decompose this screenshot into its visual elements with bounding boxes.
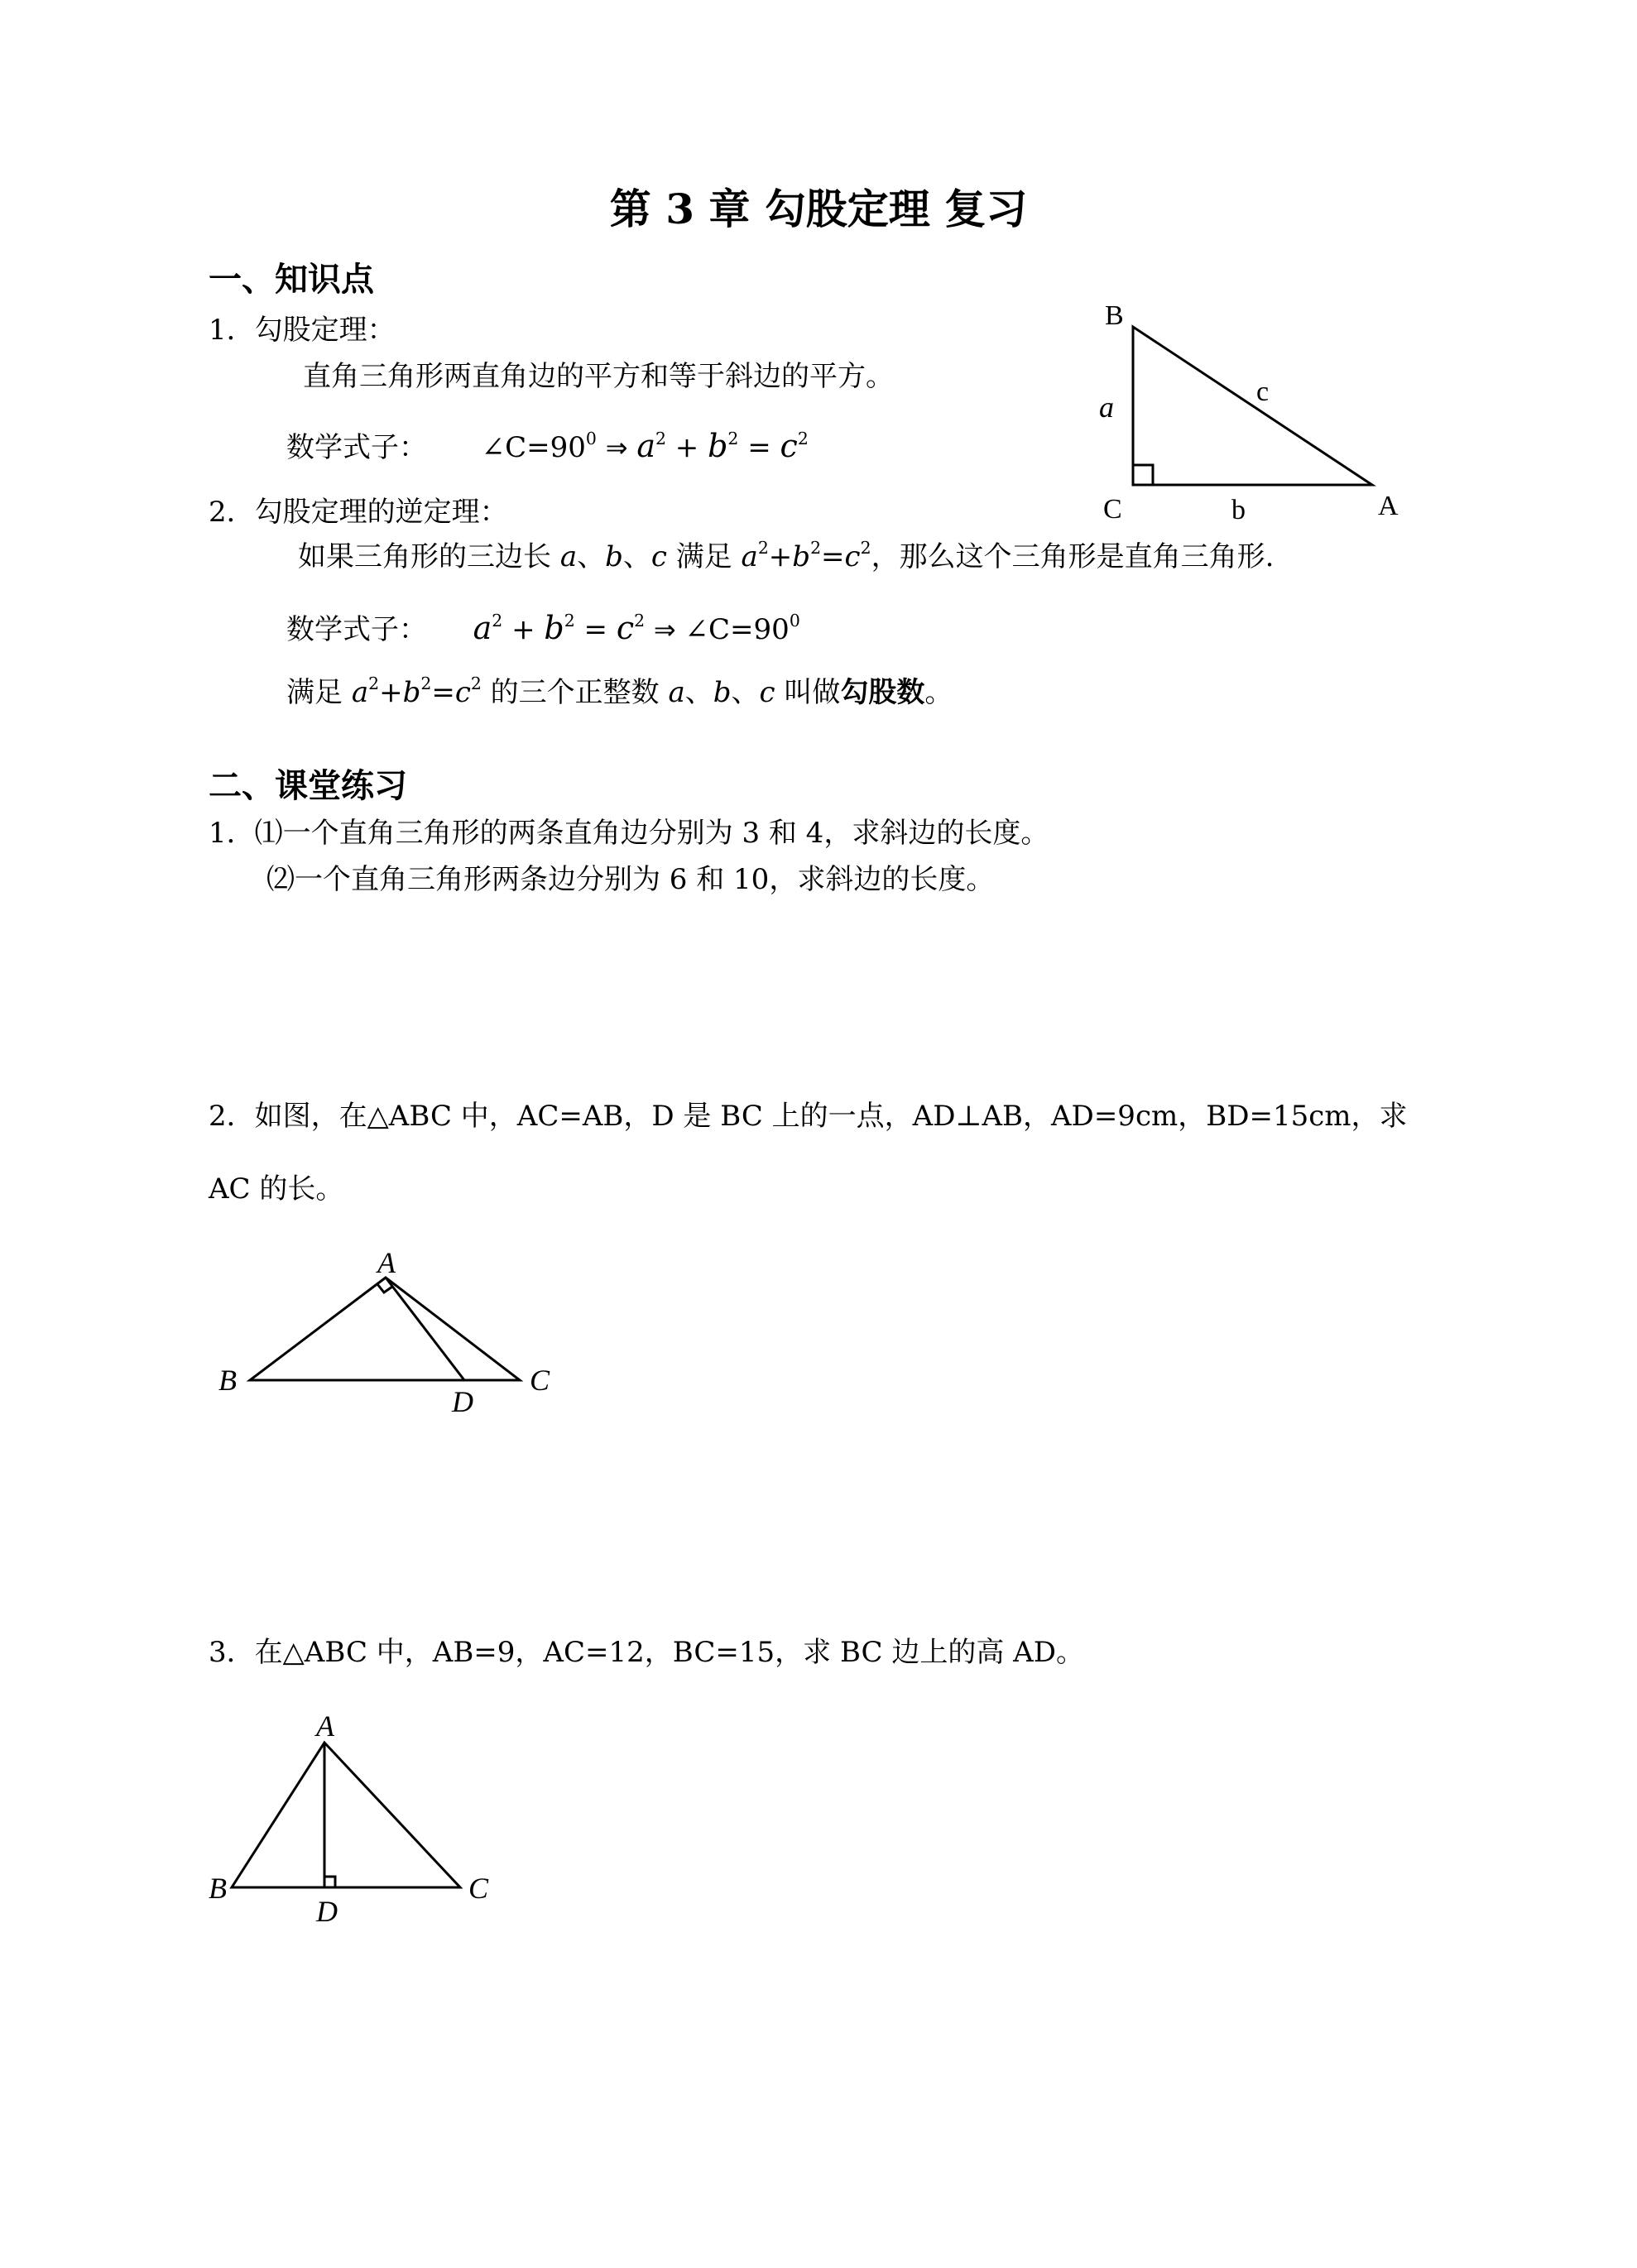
var-a: a: [351, 676, 369, 709]
plus: +: [379, 676, 403, 709]
implies-symbol: ⇒: [653, 614, 676, 645]
formula-angle: ∠C=90: [481, 431, 586, 464]
q2-line2: AC 的长。: [209, 1172, 344, 1206]
vertex-a: A: [377, 1246, 396, 1279]
exp: 2: [470, 673, 482, 693]
implies-symbol: ⇒: [605, 432, 628, 463]
text: 。: [924, 676, 953, 709]
var-b: b: [713, 676, 732, 709]
formula-prefix: 数学式子：: [286, 613, 427, 646]
sep: 、: [577, 540, 606, 573]
item2-statement: [298, 537, 1275, 573]
item2-formula: [286, 612, 800, 644]
var-c: c: [759, 676, 775, 709]
sep: 、: [731, 676, 760, 709]
triangle-abc-shape: [250, 1278, 520, 1380]
section-heading-knowledge: 一、知识点: [209, 260, 374, 299]
right-angle-mark: [1133, 465, 1153, 485]
var-b: b: [402, 676, 421, 709]
exp: 2: [757, 537, 769, 558]
formula-a: a: [473, 610, 492, 646]
plus: +: [768, 540, 793, 573]
formula-b: b: [708, 428, 728, 464]
vertex-b: B: [209, 1872, 227, 1905]
formula-degree: 0: [585, 428, 597, 448]
formula-b: b: [544, 610, 564, 646]
exp: 2: [860, 537, 871, 558]
exp: 2: [634, 610, 646, 631]
text: ，那么这个三角形是直角三角形.: [871, 540, 1275, 573]
formula-c: c: [780, 428, 798, 464]
text: 满足: [666, 540, 742, 573]
q3-line1: 3．在△ABC 中，AB=9，AC=12，BC=15，求 BC 边上的高 AD。: [209, 1636, 1084, 1669]
vertex-a: A: [316, 1709, 334, 1743]
text: 的三个正整数: [481, 676, 669, 709]
item1-statement: 直角三角形两直角边的平方和等于斜边的平方。: [303, 360, 894, 393]
equals: =: [431, 676, 455, 709]
item1-label: 1．勾股定理：: [209, 314, 396, 347]
item1-formula: [286, 430, 809, 462]
exp: 2: [727, 428, 739, 448]
vertex-d: D: [452, 1385, 473, 1418]
text: 满足: [286, 676, 352, 709]
vertex-b: B: [218, 1364, 237, 1397]
var-a: a: [559, 540, 578, 573]
equals: =: [583, 613, 608, 646]
side-c-label: c: [1256, 376, 1270, 407]
triangle-abc-shape: [232, 1743, 460, 1887]
var-a: a: [668, 676, 685, 709]
section-heading-practice: 二、课堂练习: [209, 766, 407, 805]
vertex-c: C: [468, 1872, 489, 1905]
var-b: b: [605, 540, 623, 573]
side-b-label: b: [1231, 495, 1246, 525]
exp: 2: [564, 610, 575, 631]
formula-c: c: [616, 610, 635, 646]
exp: 2: [420, 673, 432, 693]
triangle-abc-shape: [1133, 327, 1372, 485]
sep: 、: [684, 676, 713, 709]
var-c: c: [844, 540, 861, 573]
equals: =: [821, 540, 845, 573]
vertex-c: C: [1103, 494, 1122, 525]
vertex-b: B: [1105, 300, 1124, 331]
pythagorean-triple-note: [286, 673, 953, 709]
vertex-a: A: [1378, 491, 1399, 521]
page-title: 第 3 章 勾股定理 复习: [609, 185, 1028, 233]
formula-degree: 0: [789, 610, 800, 631]
q2-line1: 2．如图，在△ABC 中，AC=AB，D 是 BC 上的一点，AD⊥AB，AD=9cm，BD=15cm，求: [209, 1100, 1408, 1133]
exp: 2: [492, 610, 503, 631]
q1-line2: ⑵一个直角三角形两条边分别为 6 和 10，求斜边的长度。: [266, 863, 995, 896]
plus: +: [674, 431, 699, 464]
var-c: c: [454, 676, 471, 709]
formula-prefix: 数学式子：: [286, 431, 427, 464]
right-angle-mark: [377, 1284, 392, 1292]
var-b: b: [792, 540, 811, 573]
exp: 2: [368, 673, 380, 693]
plus: +: [511, 613, 535, 646]
equals: =: [747, 431, 771, 464]
exp: 2: [655, 428, 666, 448]
item2-label: 2．勾股定理的逆定理：: [209, 496, 508, 529]
text: 叫做: [775, 676, 841, 709]
formula-a: a: [636, 428, 655, 464]
side-a-label: a: [1099, 391, 1114, 424]
exp: 2: [810, 537, 822, 558]
formula-angle: ∠C=90: [684, 613, 790, 646]
sep: 、: [622, 540, 651, 573]
vertex-c: C: [530, 1364, 550, 1397]
var-c: c: [650, 540, 667, 573]
var-a: a: [741, 540, 758, 573]
exp: 2: [797, 428, 809, 448]
term-pythagorean-triple: 勾股数: [840, 676, 925, 709]
right-angle-mark: [324, 1877, 335, 1887]
text: 如果三角形的三边长: [298, 540, 560, 573]
vertex-d: D: [316, 1895, 338, 1928]
segment-ad: [386, 1278, 464, 1380]
q1-line1: 1．⑴一个直角三角形的两条直角边分别为 3 和 4，求斜边的长度。: [209, 817, 1049, 850]
